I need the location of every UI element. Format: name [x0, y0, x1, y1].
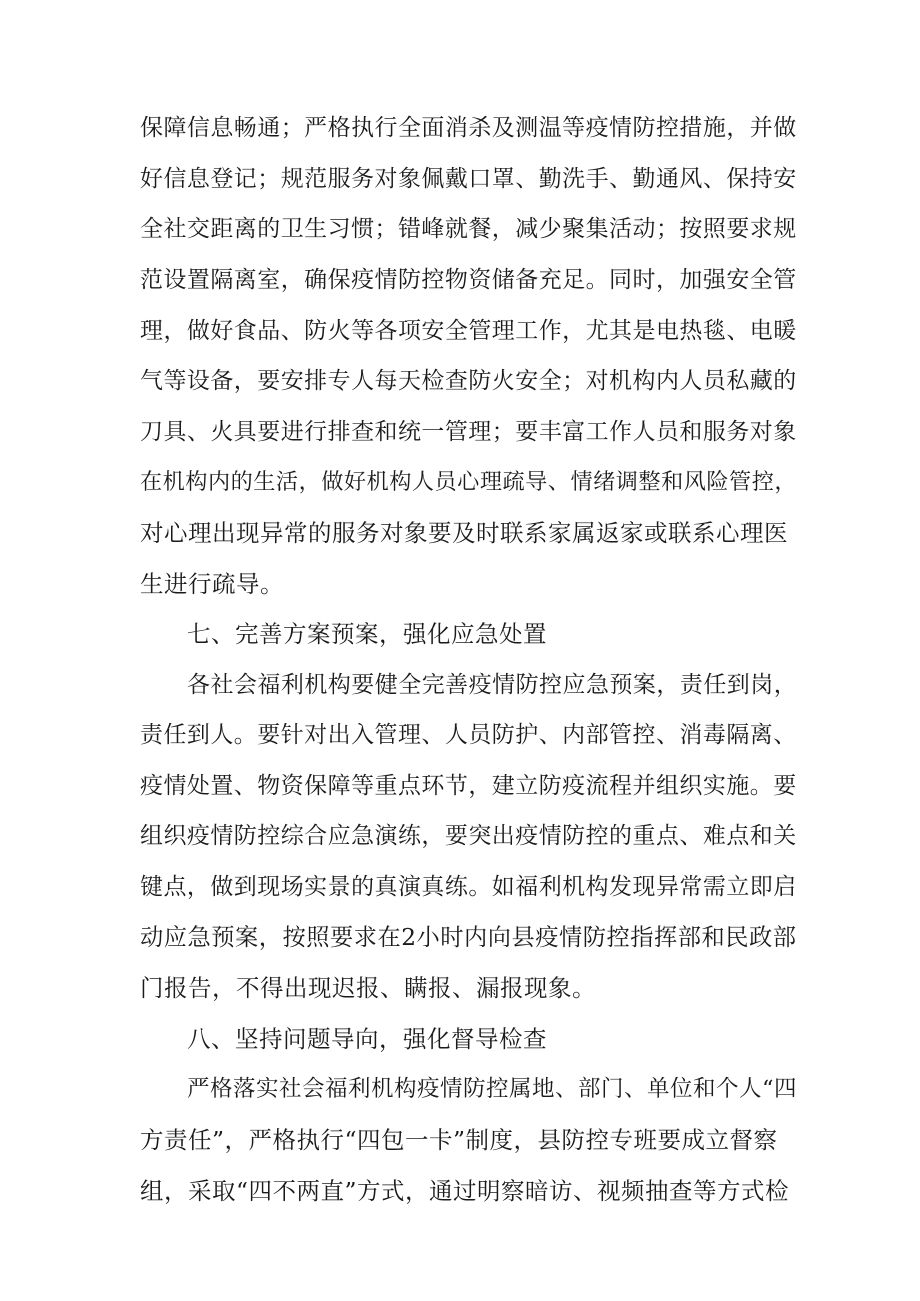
paragraph-line: 各社会福利机构要健全完善疫情防控应急预案，责任到岗， — [187, 672, 798, 698]
paragraph-line: 气等设备，要安排专人每天检查防火安全；对机构内人员私藏的 — [140, 368, 797, 394]
paragraph-line: 全社交距离的卫生习惯；错峰就餐，减少聚集活动；按照要求规 — [140, 216, 797, 242]
paragraph-line: 对心理出现异常的服务对象要及时联系家属返家或联系心理医 — [140, 519, 788, 547]
paragraph-line: 门报告，不得出现迟报、瞒报、漏报现象。 — [140, 974, 596, 1002]
paragraph-line: 好信息登记；规范服务对象佩戴口罩、勤洗手、勤通风、保持安 — [140, 166, 797, 192]
paragraph-line: 严格落实社会福利机构疫情防控属地、部门、单位和个人“四 — [187, 1076, 798, 1102]
paragraph-line: 键点，做到现场实景的真演真练。如福利机构发现异常需立即启 — [140, 874, 797, 900]
paragraph-line: 责任到人。要针对出入管理、人员防护、内部管控、消毒隔离、 — [140, 722, 797, 748]
paragraph-line: 组织疫情防控综合应急演练，要突出疫情防控的重点、难点和关 — [140, 823, 797, 849]
paragraph-line: 方责任”，严格执行“四包一卡”制度，县防控专班要成立督察 — [140, 1126, 778, 1154]
paragraph-line: 保障信息畅通；严格执行全面消杀及测温等疫情防控措施，并做 — [140, 115, 797, 141]
section-heading-7: 七、完善方案预案，强化应急处置 — [187, 620, 547, 648]
paragraph-line: 疫情处置、物资保障等重点环节，建立防疫流程并组织实施。要 — [140, 773, 797, 799]
paragraph-line: 范设置隔离室，确保疫情防控物资储备充足。同时，加强安全管 — [140, 267, 797, 293]
section-heading-8: 八、坚持问题导向，强化督导检查 — [187, 1025, 547, 1053]
paragraph-line: 理，做好食品、防火等各项安全管理工作，尤其是电热毯、电暖 — [140, 318, 797, 344]
paragraph-line: 生进行疏导。 — [140, 570, 284, 598]
paragraph-line: 组，采取“四不两直”方式，通过明察暗访、视频抽查等方式检 — [140, 1177, 790, 1205]
paragraph-line: 在机构内的生活，做好机构人员心理疏导、情绪调整和风险管控， — [140, 469, 798, 495]
paragraph-line: 动应急预案，按照要求在2小时内向县疫情防控指挥部和民政部 — [140, 924, 797, 951]
paragraph-line: 刀具、火具要进行排查和统一管理；要丰富工作人员和服务对象 — [140, 419, 797, 445]
